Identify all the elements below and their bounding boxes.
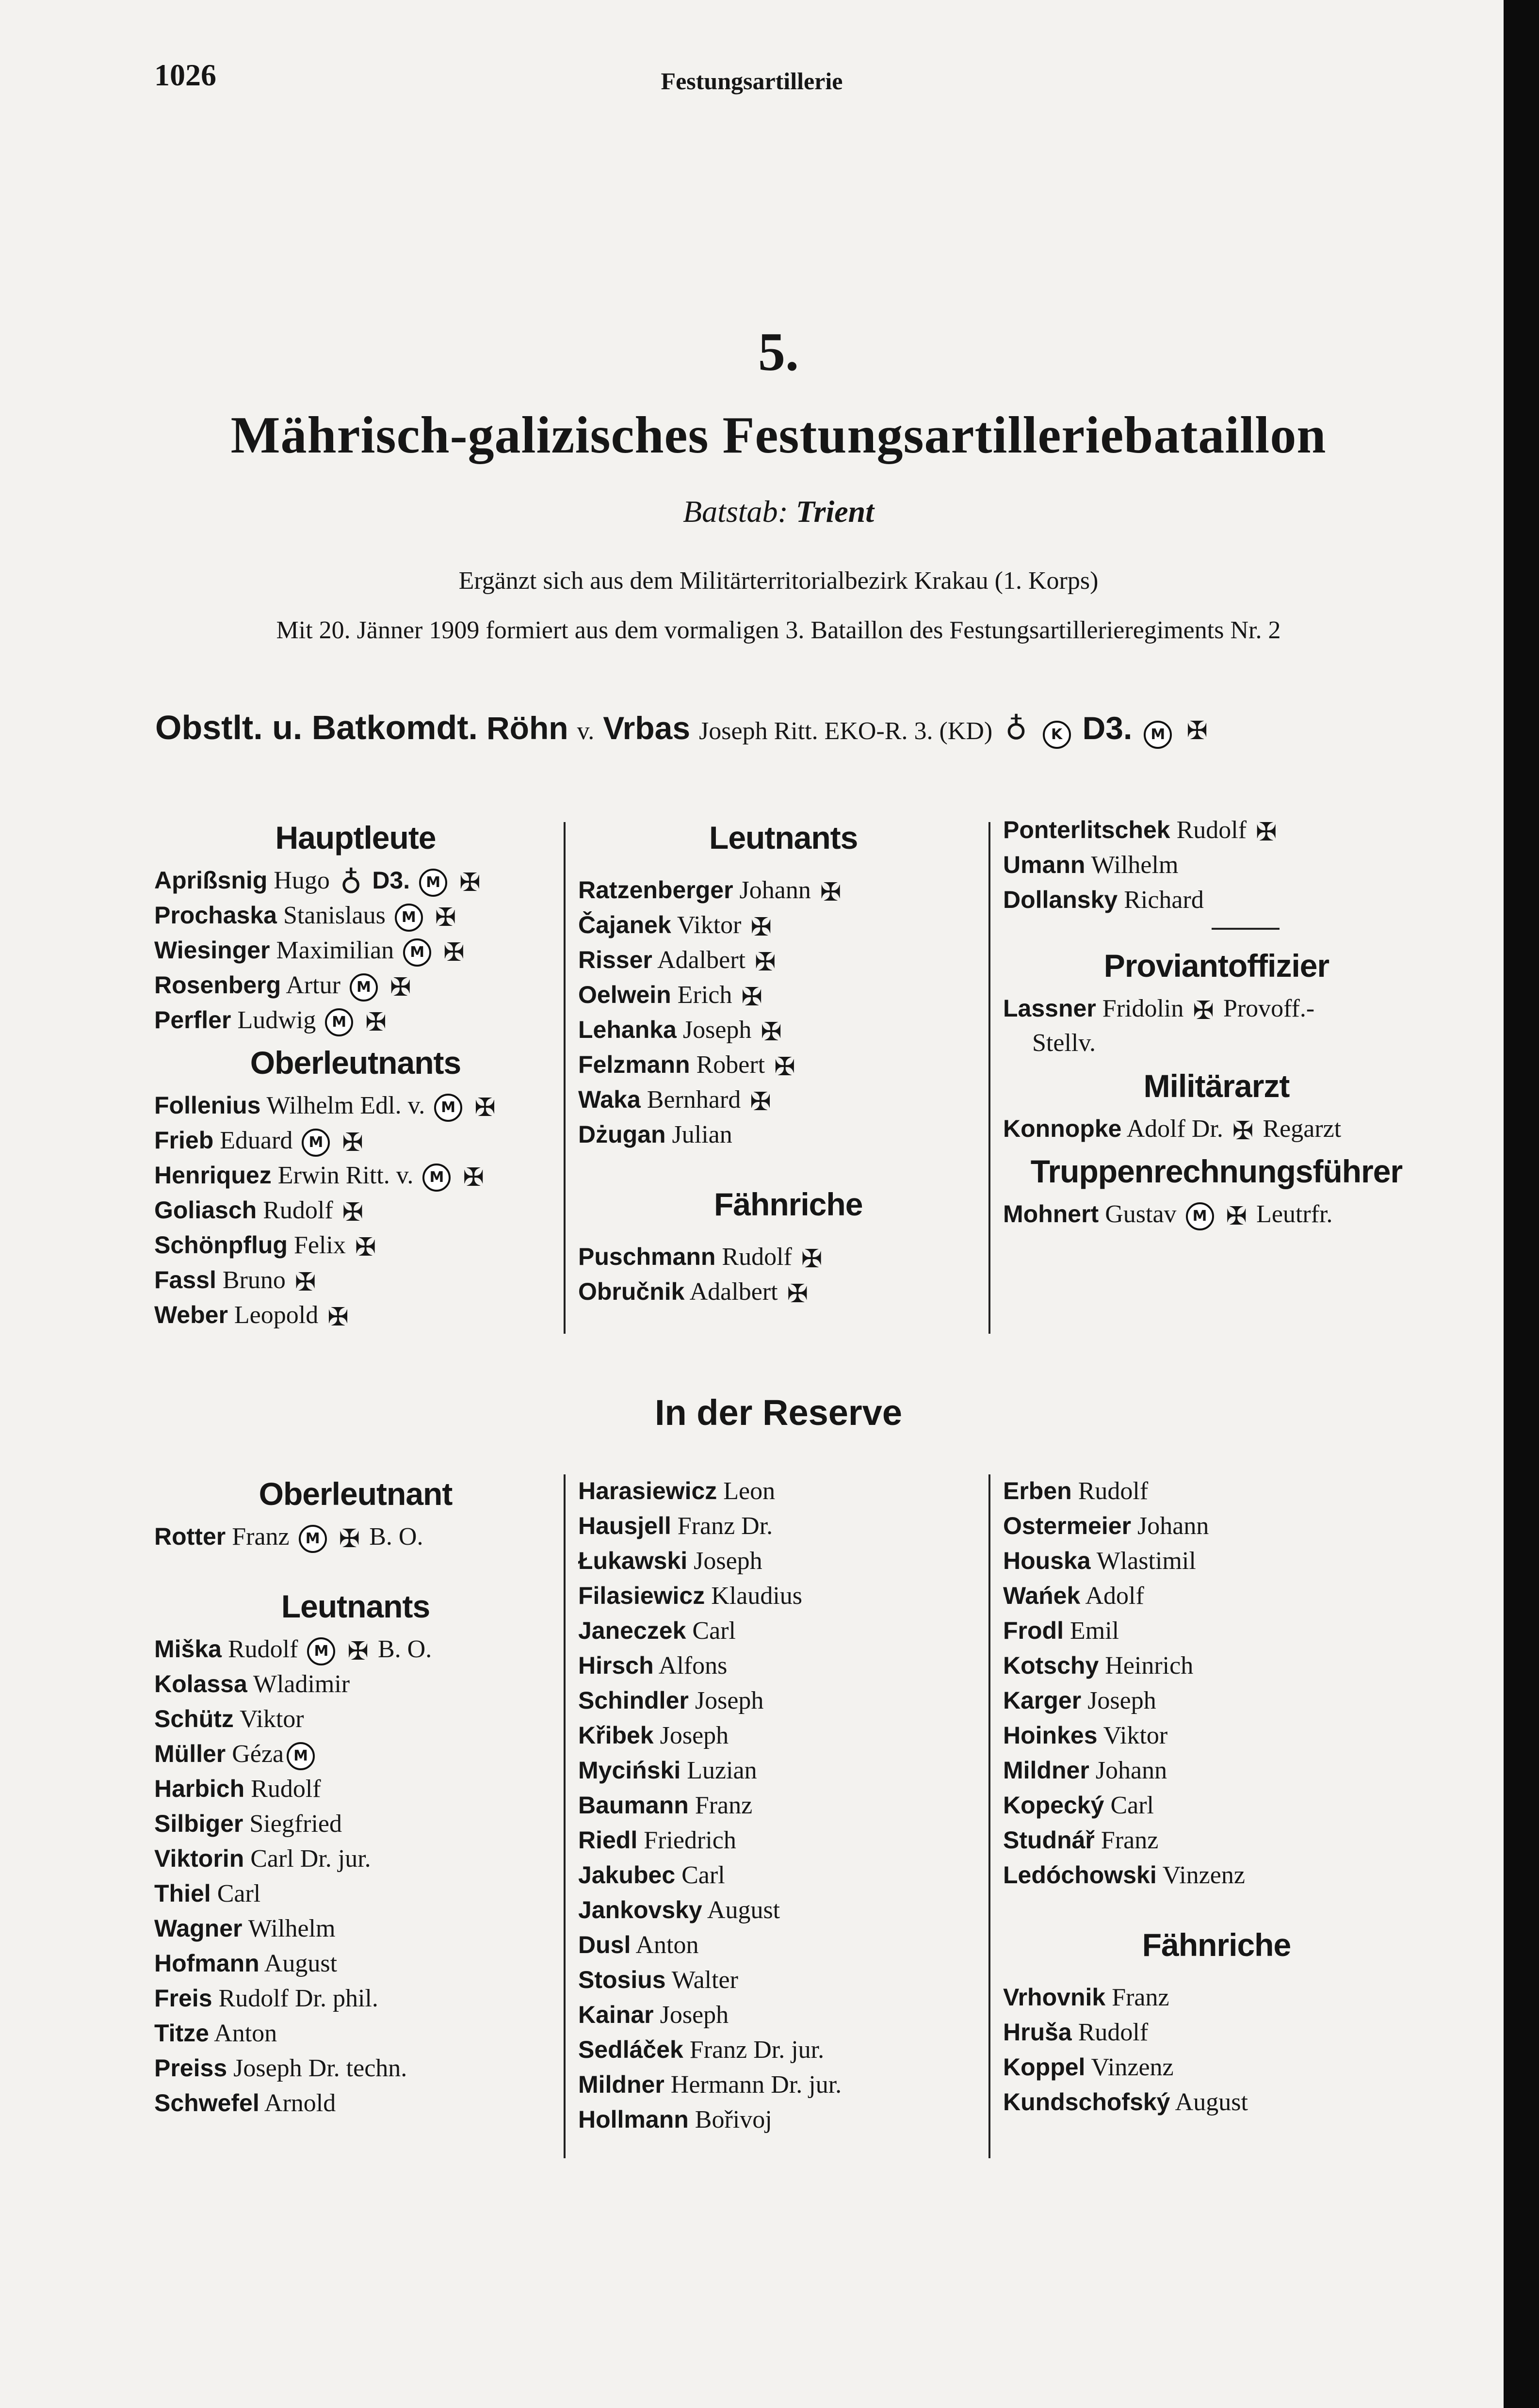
cross-icon: ✠ (294, 1268, 316, 1297)
list-item: Dollansky Richard (1003, 886, 1204, 914)
list-item: Hruša Rudolf (1003, 2019, 1149, 2046)
page-number: 1026 (154, 58, 216, 92)
m-badge-icon: M (1186, 1202, 1214, 1230)
reserve-column-3 (1003, 1473, 1488, 2119)
list-item: Viktorin Carl Dr. jur. (154, 1845, 371, 1873)
list-item: Hirsch Alfons (578, 1652, 728, 1680)
cross-icon: ✠ (761, 1018, 782, 1047)
fahnriche-heading: Fähnriche (714, 1186, 863, 1222)
list-item: Perfler Ludwig M ✠ (154, 1006, 387, 1037)
list-item: Sedláček Franz Dr. jur. (578, 2036, 825, 2064)
staff-line (0, 494, 1539, 530)
cross-icon: ✠ (1232, 1116, 1254, 1146)
commander-surname: Röhn (486, 710, 568, 746)
list-item: Hausjell Franz Dr. (578, 1512, 773, 1540)
list-item: Oelwein Erich ✠ (578, 981, 762, 1012)
list-item: Weber Leopold ✠ (154, 1301, 349, 1332)
list-item: Preiss Joseph Dr. techn. (154, 2054, 407, 2082)
list-item: Schindler Joseph (578, 1687, 764, 1714)
list-item: Kundschofský August (1003, 2088, 1248, 2116)
column-divider (988, 1474, 990, 2158)
list-item: Filasiewicz Klaudius (578, 1582, 802, 1610)
commander-line (155, 708, 1211, 749)
list-item: Baumann Franz (578, 1792, 753, 1819)
list-item: Lassner Fridolin ✠ Provoff.- (1003, 995, 1315, 1026)
m-badge-icon: M (434, 1094, 462, 1122)
cross-icon: ✠ (443, 938, 465, 968)
list-item: Kolassa Wladimir (154, 1670, 350, 1698)
column-divider (564, 822, 566, 1334)
list-item: Frodl Emil (1003, 1617, 1119, 1645)
commander-rank: Obstlt. u. Batkomdt. (155, 709, 478, 746)
reserve-column-2 (578, 1473, 986, 2137)
list-item: Prochaska Stanislaus M ✠ (154, 902, 456, 933)
m-badge-icon: M (403, 938, 431, 967)
list-item: Ratzenberger Johann ✠ (578, 876, 842, 907)
column-divider (564, 1474, 566, 2158)
list-item: Ponterlitschek Rudolf ✠ (1003, 816, 1277, 847)
list-item: Wagner Wilhelm (154, 1915, 336, 1942)
cross-icon: ✠ (342, 1198, 364, 1228)
list-item: Harbich Rudolf (154, 1775, 321, 1803)
list-item: Studnář Franz (1003, 1826, 1159, 1854)
list-item: Čajanek Viktor ✠ (578, 911, 772, 942)
list-item: Vrhovnik Franz (1003, 1984, 1169, 2011)
list-item: Janeczek Carl (578, 1617, 736, 1645)
list-item: Felzmann Robert ✠ (578, 1051, 795, 1082)
list-item: Follenius Wilhelm Edl. v. M ✠ (154, 1092, 496, 1123)
list-item: Umann Wilhelm (1003, 851, 1179, 879)
list-item: Puschmann Rudolf ✠ (578, 1243, 823, 1274)
list-item: Schönpflug Felix ✠ (154, 1231, 376, 1262)
list-item: Schütz Viktor (154, 1705, 304, 1733)
cross-icon: ✠ (389, 973, 411, 1002)
m-badge-icon: M (350, 973, 378, 1002)
list-item: Schwefel Arnold (154, 2089, 336, 2117)
list-item: Jakubec Carl (578, 1861, 725, 1889)
column-divider (988, 822, 990, 1334)
oberleutnants-heading: Oberleutnants (250, 1045, 461, 1081)
list-item: Titze Anton (154, 2020, 277, 2047)
list-item: Rotter Franz M ✠ B. O. (154, 1523, 423, 1554)
active-column-1 (154, 812, 557, 1332)
unit-number: 5. (758, 322, 799, 382)
cross-icon: ✠ (327, 1303, 349, 1332)
list-item: Křibek Joseph (578, 1722, 729, 1749)
m-badge-icon: M (299, 1525, 327, 1553)
list-item: Mohnert Gustav M ✠ Leutrfr. (1003, 1200, 1333, 1231)
active-column-2 (578, 812, 986, 1309)
m-badge-icon: M (422, 1164, 451, 1192)
active-column-3 (1003, 812, 1488, 1231)
reserve-heading: In der Reserve (654, 1392, 903, 1433)
list-item: Silbiger Siegfried (154, 1810, 342, 1838)
list-item: Wańek Adolf (1003, 1582, 1144, 1610)
list-item: Harasiewicz Leon (578, 1477, 776, 1505)
list-item: Ostermeier Johann (1003, 1512, 1209, 1540)
list-item: Mildner Hermann Dr. jur. (578, 2071, 842, 2099)
leutnants-heading: Leutnants (709, 820, 858, 856)
list-item: Jankovsky August (578, 1896, 780, 1924)
cross-icon: ✠ (347, 1637, 369, 1666)
order-medal-icon: ♁ (1005, 711, 1027, 746)
cross-icon: ✠ (1186, 716, 1208, 745)
m-badge-icon: M (325, 1008, 353, 1036)
origin-line: Ergänzt sich aus dem Militärterritorialbezirk Krakau (1. Korps) (458, 567, 1099, 595)
list-item: Frieb Eduard M ✠ (154, 1127, 363, 1158)
list-item: Karger Joseph (1003, 1687, 1156, 1714)
history-line: Mit 20. Jänner 1909 formiert aus dem vormaligen 3. Bataillon des Festungsartillerieregiments Nr. 2 (276, 616, 1281, 644)
list-item-continuation: Stellv. (1032, 1029, 1096, 1057)
list-item: Goliasch Rudolf ✠ (154, 1196, 364, 1228)
list-item: Hollmann Bořivoj (578, 2106, 772, 2133)
cross-icon: ✠ (355, 1233, 376, 1262)
list-item: Obručnik Adalbert ✠ (578, 1278, 809, 1309)
cross-icon: ✠ (459, 868, 481, 898)
m-badge-icon: M (1144, 721, 1172, 749)
list-item: Stosius Walter (578, 1966, 738, 1994)
hauptleute-heading: Hauptleute (275, 820, 436, 856)
list-item: Risser Adalbert ✠ (578, 946, 776, 977)
list-item: Hofmann August (154, 1950, 338, 1977)
list-item: Fassl Bruno ✠ (154, 1266, 316, 1297)
reserve-oberleutnant-heading: Oberleutnant (259, 1476, 453, 1512)
list-item: Freis Rudolf Dr. phil. (154, 1985, 378, 2012)
staff-place: Trient (795, 494, 875, 529)
staff-label: Batstab: (682, 494, 788, 529)
list-item: Henriquez Erwin Ritt. v. M ✠ (154, 1162, 485, 1193)
commander-details: Joseph Ritt. EKO-R. 3. (KD) (699, 717, 993, 745)
list-item: Łukawski Joseph (578, 1547, 762, 1575)
list-item: Ledóchowski Vinzenz (1003, 1861, 1245, 1889)
rechnung-heading: Truppenrechnungsführer (1030, 1153, 1403, 1189)
reserve-column-1 (154, 1469, 557, 2120)
cross-icon: ✠ (754, 948, 776, 977)
m-badge-icon: M (302, 1129, 330, 1157)
list-item: Riedl Friedrich (578, 1826, 736, 1854)
list-item: Dusl Anton (578, 1931, 699, 1959)
m-badge-icon: M (395, 904, 423, 932)
list-item: Kopecký Carl (1003, 1792, 1154, 1819)
cross-icon: ✠ (342, 1128, 363, 1158)
cross-icon: ✠ (435, 903, 456, 933)
reserve-fahnriche-heading: Fähnriche (1142, 1927, 1291, 1963)
list-item: Erben Rudolf (1003, 1477, 1149, 1505)
commander-particle: v. (577, 717, 595, 745)
running-head: Festungsartillerie (661, 67, 843, 95)
cross-icon: ✠ (801, 1244, 823, 1274)
list-item: Koppel Vinzenz (1003, 2053, 1174, 2081)
list-item: Müller Géza M (154, 1736, 557, 1771)
section-rule (1212, 928, 1280, 930)
cross-icon: ✠ (474, 1093, 496, 1123)
commander-d3: D3. (1082, 710, 1133, 746)
list-item: Kainar Joseph (578, 2001, 729, 2029)
cross-icon: ✠ (750, 1087, 771, 1117)
cross-icon: ✠ (787, 1279, 809, 1309)
list-item: Lehanka Joseph ✠ (578, 1016, 782, 1047)
cross-icon: ✠ (774, 1052, 795, 1082)
list-item: Rosenberg Artur M ✠ (154, 971, 411, 1002)
m-badge-icon: M (287, 1742, 315, 1770)
list-item: Houska Wlastimil (1003, 1547, 1196, 1575)
cross-icon: ✠ (463, 1163, 485, 1193)
cross-icon: ✠ (741, 983, 762, 1012)
m-badge-icon: M (307, 1637, 335, 1665)
cross-icon: ✠ (750, 913, 772, 942)
m-badge-icon: M (419, 869, 447, 897)
arzt-heading: Militärarzt (1143, 1068, 1290, 1104)
cross-icon: ✠ (339, 1524, 360, 1554)
reserve-leutnants-heading: Leutnants (281, 1588, 430, 1624)
list-item: Konnopke Adolf Dr. ✠ Regarzt (1003, 1115, 1342, 1146)
list-item: Miška Rudolf M ✠ B. O. (154, 1635, 432, 1666)
commander-surname2: Vrbas (603, 710, 691, 746)
unit-title: Mährisch-galizisches Festungsartilleriebataillon (230, 406, 1327, 464)
list-item: Mildner Johann (1003, 1757, 1167, 1784)
list-item: Myciński Luzian (578, 1757, 757, 1784)
list-item: Waka Bernhard ✠ (578, 1086, 771, 1117)
list-item: Aprißsnig Hugo ♁ D3. M ✠ (154, 865, 481, 901)
list-item: Hoinkes Viktor (1003, 1722, 1168, 1749)
cross-icon: ✠ (1226, 1202, 1247, 1231)
cross-icon: ✠ (820, 878, 842, 907)
list-item: Kotschy Heinrich (1003, 1652, 1194, 1680)
order-medal-icon: ♁ (340, 865, 362, 901)
list-item: Thiel Carl (154, 1880, 261, 1907)
list-item: Wiesinger Maximilian M ✠ (154, 937, 465, 968)
cross-icon: ✠ (1256, 818, 1277, 847)
proviant-heading: Proviantoffizier (1103, 948, 1329, 984)
k-badge-icon: K (1043, 721, 1071, 749)
cross-icon: ✠ (365, 1008, 387, 1037)
cross-icon: ✠ (1193, 996, 1214, 1026)
list-item: Dżugan Julian (578, 1121, 732, 1148)
